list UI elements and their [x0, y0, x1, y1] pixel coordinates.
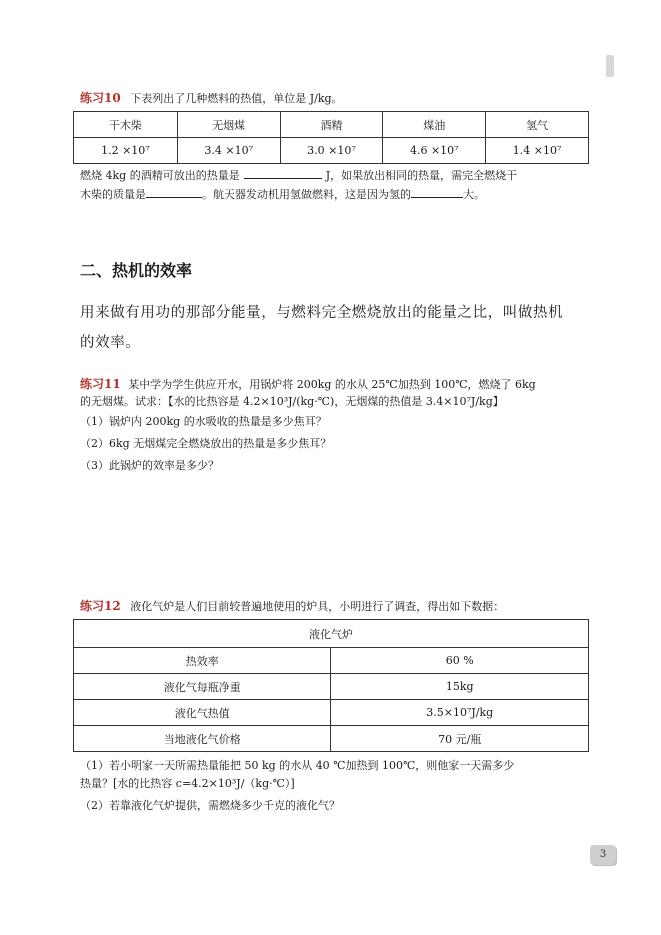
table-row [74, 138, 589, 164]
table-cell: 60 % [331, 648, 589, 674]
fuel-heat-value-table [73, 111, 589, 164]
definition-paragraph [80, 298, 563, 358]
table-row [74, 700, 589, 726]
exercise-12-text: 液化气炉是人们目前较普遍地使用的炉具，小明进行了调查，得出如下数据： [130, 600, 505, 613]
exercise-11-question-3: （3）此锅炉的效率是多少？ [80, 459, 219, 472]
exercise-11-question-2: （2）6kg 无烟煤完全燃烧放出的热量是多少焦耳？ [80, 437, 332, 450]
table-title: 液化气炉 [74, 620, 589, 648]
table-row [74, 726, 589, 752]
table-cell: 70 元/瓶 [331, 726, 589, 752]
table-cell: 液化气热值 [74, 700, 331, 726]
table-row [74, 648, 589, 674]
question-text: 木柴的质量是 [80, 188, 146, 201]
paragraph-line: 的效率。 [80, 335, 141, 351]
exercise-12-question-1-line-2: 热量？[水的比热容 c=4.2×10³J/（kg·℃）] [80, 777, 295, 790]
exercise-11-question-1: （1）锅炉内 200kg 的水吸收的热量是多少焦耳？ [80, 415, 327, 428]
table-cell: 1.4 ×10⁷ [486, 138, 589, 164]
question-text: 。航天器发动机用氢做燃料，这是因为氢的 [202, 188, 411, 201]
table-cell: 1.2 ×10⁷ [74, 138, 178, 164]
answer-blank[interactable] [244, 168, 322, 179]
exercise-11-line-1 [80, 375, 536, 394]
question-text: 燃烧 4kg 的酒精可放出的热量是 [80, 169, 240, 182]
table-header-cell: 无烟煤 [177, 112, 280, 138]
section-heading: 二、热机的效率 [80, 261, 193, 280]
question-text: 大。 [463, 188, 485, 201]
table-header-cell: 酒精 [280, 112, 383, 138]
exercise-10-question-line-2 [80, 186, 485, 204]
exercise-12-intro [80, 597, 504, 616]
exercise-10-question-line-1 [80, 167, 517, 185]
table-header-cell: 氢气 [486, 112, 589, 138]
table-header-row [74, 112, 589, 138]
question-text: J，如果放出相同的热量，需完全燃烧干 [325, 169, 518, 182]
table-cell: 15kg [331, 674, 589, 700]
table-cell: 热效率 [74, 648, 331, 674]
exercise-12-label: 练习12 [80, 599, 121, 613]
page-number: 3 [590, 845, 616, 865]
paragraph-line: 用来做有用功的那部分能量，与燃料完全燃烧放出的能量之比，叫做热机 [80, 305, 564, 321]
table-cell: 液化气每瓶净重 [74, 674, 331, 700]
table-cell: 4.6 ×10⁷ [383, 138, 486, 164]
answer-blank[interactable] [411, 187, 463, 198]
table-row [74, 674, 589, 700]
exercise-11-label: 练习11 [80, 377, 121, 391]
table-header-cell: 干木柴 [74, 112, 178, 138]
exercise-12-question-1-line-1: （1）若小明家一天所需热量能把 50 kg 的水从 40 ℃加热到 100℃，则他家一天需多少 [80, 759, 515, 772]
exercise-12-question-2: （2）若靠液化气炉提供，需燃烧多少千克的液化气？ [80, 799, 340, 812]
table-cell: 当地液化气价格 [74, 726, 331, 752]
exercise-11-text: 某中学为学生供应开水，用锅炉将 200kg 的水从 25℃加热到 100℃，燃烧了 6kg [128, 378, 536, 391]
lpg-stove-table [73, 619, 589, 752]
table-header-cell: 煤油 [383, 112, 486, 138]
exercise-10-intro [80, 89, 343, 108]
scrollbar-thumb[interactable] [606, 55, 614, 77]
exercise-10-label: 练习10 [80, 91, 121, 105]
exercise-11-line-2: 的无烟煤。试求：【水的比热容是 4.2×10³J/(kg·℃)，无烟煤的热值是 3.4×10⁷J/kg】 [80, 395, 504, 408]
table-cell: 3.0 ×10⁷ [280, 138, 383, 164]
table-cell: 3.5×10⁷J/kg [331, 700, 589, 726]
table-title-row [74, 620, 589, 648]
exercise-10-text: 下表列出了几种燃料的热值，单位是 J/kg。 [130, 92, 343, 105]
answer-blank[interactable] [146, 187, 202, 198]
table-cell: 3.4 ×10⁷ [177, 138, 280, 164]
